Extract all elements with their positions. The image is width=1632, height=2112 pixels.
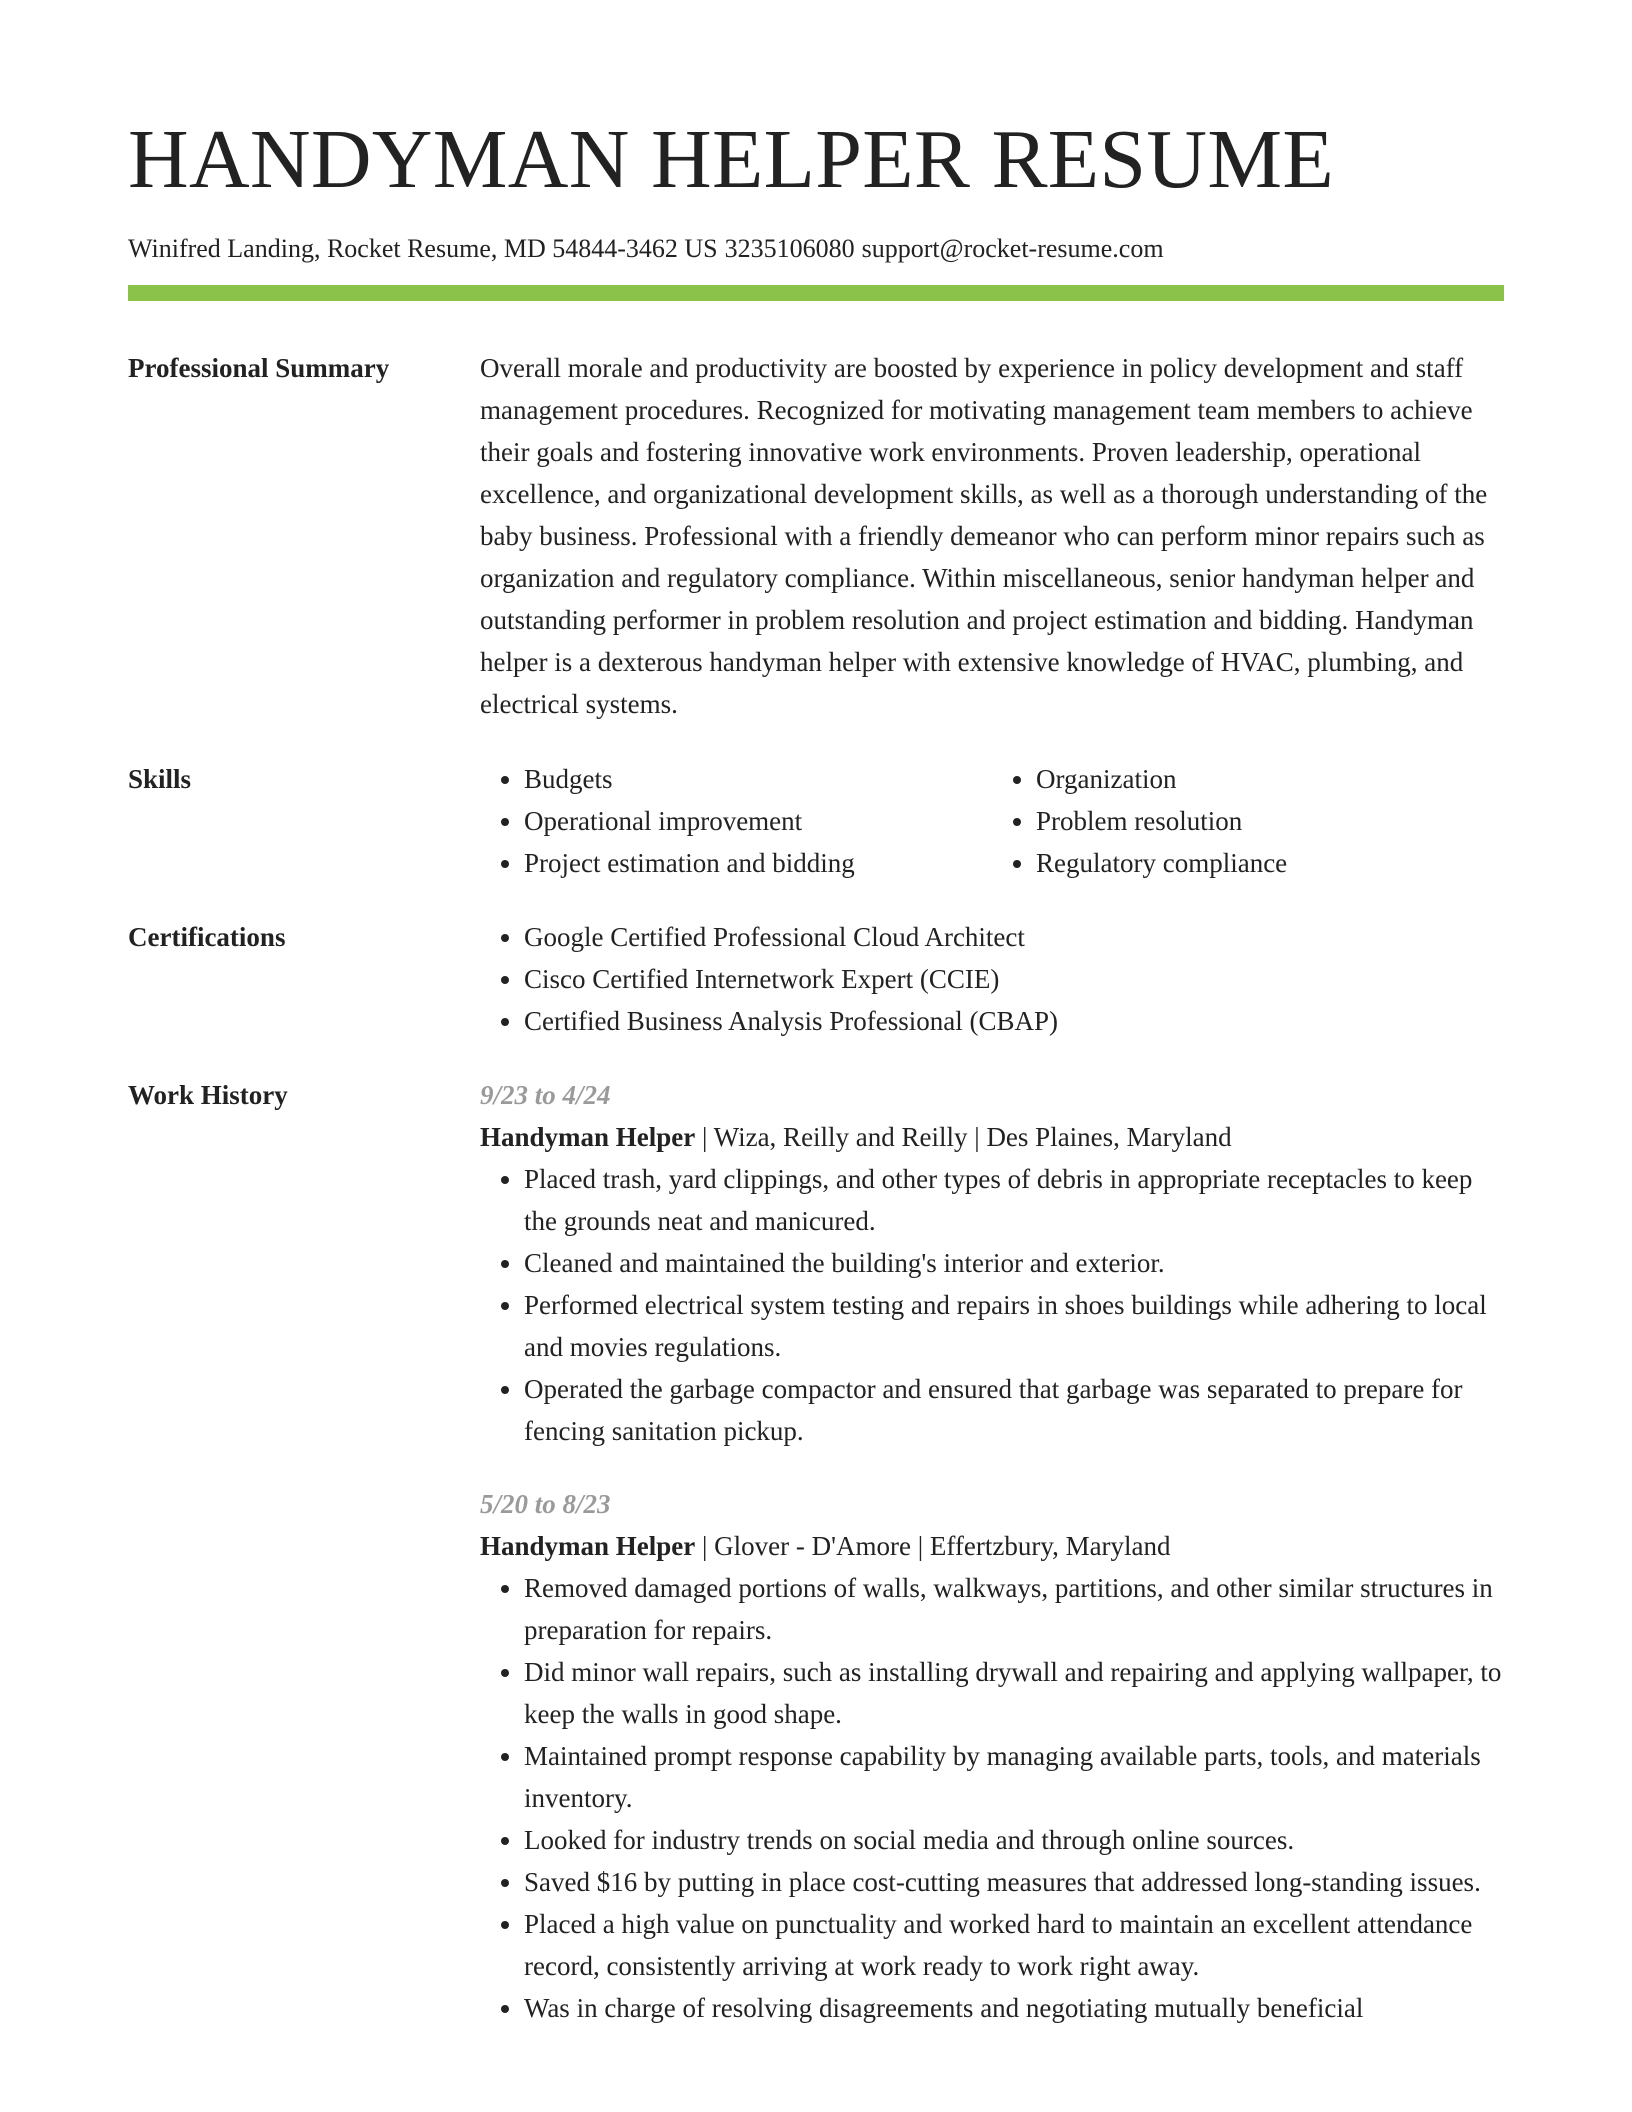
job-bullet: • Did minor wall repairs, such as installing drywall and repairing and applying wallpaper, to keep the walls in good shape. bbox=[524, 1651, 1504, 1735]
job-heading bbox=[480, 1116, 1504, 1158]
section-label-summary: Professional Summary bbox=[128, 353, 390, 383]
certifications-body bbox=[480, 916, 1504, 1042]
certification-item: • Google Certified Professional Cloud Architect bbox=[524, 916, 1504, 958]
job-bullet: • Looked for industry trends on social media and through online sources. bbox=[524, 1819, 1504, 1861]
job-bullet: • Was in charge of resolving disagreements and negotiating mutually beneficial bbox=[524, 1987, 1504, 2029]
section-label-certifications: Certifications bbox=[128, 922, 286, 952]
skill-item: • Operational improvement bbox=[524, 800, 992, 842]
skill-item: • Project estimation and bidding bbox=[524, 842, 992, 884]
summary-body bbox=[480, 347, 1504, 725]
job-bullet: • Saved $16 by putting in place cost-cutting measures that addressed long-standing issues. bbox=[524, 1861, 1504, 1903]
job-title: Handyman Helper bbox=[480, 1122, 696, 1152]
job-bullet: • Placed trash, yard clippings, and other types of debris in appropriate receptacles to keep the grounds neat and manicured. bbox=[524, 1158, 1504, 1242]
job-bullet: • Operated the garbage compactor and ensured that garbage was separated to prepare for fencing sanitation pickup. bbox=[524, 1368, 1504, 1452]
job-dates: 5/20 to 8/23 bbox=[480, 1489, 611, 1519]
job-heading bbox=[480, 1525, 1504, 1567]
job-title: Handyman Helper bbox=[480, 1531, 696, 1561]
section-label-work-history: Work History bbox=[128, 1080, 288, 1110]
skill-item: • Organization bbox=[1036, 758, 1504, 800]
job-entry bbox=[480, 1074, 1504, 1452]
section-label-skills: Skills bbox=[128, 764, 192, 794]
certifications-list bbox=[480, 916, 1504, 1042]
summary-text: Overall morale and productivity are boosted by experience in policy development and staff management procedures. Recognized for motivating management team members to achieve their goals and fostering innovative work environments. Proven leadership, operational excellence, and organizational development skills, as well as a thorough understanding of the baby business. Professional with a friendly demeanor who can perform minor repairs such as organization and regulatory compliance. Within miscellaneous, senior handyman helper and outstanding performer in problem resolution and project estimation and bidding. Handyman helper is a dexterous handyman helper with extensive knowledge of HVAC, plumbing, and electrical systems. bbox=[480, 353, 1488, 719]
job-bullet: • Cleaned and maintained the building's interior and exterior. bbox=[524, 1242, 1504, 1284]
job-details: | Glover - D'Amore | Effertzbury, Maryland bbox=[695, 1531, 1171, 1561]
skills-list-right bbox=[992, 758, 1504, 884]
skill-item: • Budgets bbox=[524, 758, 992, 800]
job-bullet: • Placed a high value on punctuality and worked hard to maintain an excellent attendance record, consistently arriving at work ready to work right away. bbox=[524, 1903, 1504, 1987]
certification-item: • Cisco Certified Internetwork Expert (CCIE) bbox=[524, 958, 1504, 1000]
job-bullet-list bbox=[480, 1158, 1504, 1452]
contact-email[interactable]: support@rocket-resume.com bbox=[861, 234, 1164, 263]
skill-item: • Problem resolution bbox=[1036, 800, 1504, 842]
job-bullet: • Performed electrical system testing and repairs in shoes buildings while adhering to local and movies regulations. bbox=[524, 1284, 1504, 1368]
job-entry bbox=[480, 1483, 1504, 2029]
job-bullet-list bbox=[480, 1567, 1504, 2029]
job-dates: 9/23 to 4/24 bbox=[480, 1080, 611, 1110]
job-details: | Wiza, Reilly and Reilly | Des Plaines, Maryland bbox=[695, 1122, 1232, 1152]
contact-phone: 3235106080 bbox=[724, 234, 855, 263]
certification-item: • Certified Business Analysis Professional (CBAP) bbox=[524, 1000, 1504, 1042]
contact-line bbox=[128, 233, 1164, 265]
skill-item: • Regulatory compliance bbox=[1036, 842, 1504, 884]
header-divider bbox=[128, 285, 1504, 301]
contact-address: Winifred Landing, Rocket Resume, MD 54844-3462 US bbox=[128, 234, 718, 263]
work-history-body bbox=[480, 1074, 1504, 2029]
resume-title: HANDYMAN HELPER RESUME bbox=[128, 113, 1334, 206]
job-bullet: • Removed damaged portions of walls, walkways, partitions, and other similar structures in preparation for repairs. bbox=[524, 1567, 1504, 1651]
job-bullet: • Maintained prompt response capability by managing available parts, tools, and materials inventory. bbox=[524, 1735, 1504, 1819]
skills-list-left bbox=[480, 758, 992, 884]
skills-columns bbox=[480, 758, 1504, 884]
